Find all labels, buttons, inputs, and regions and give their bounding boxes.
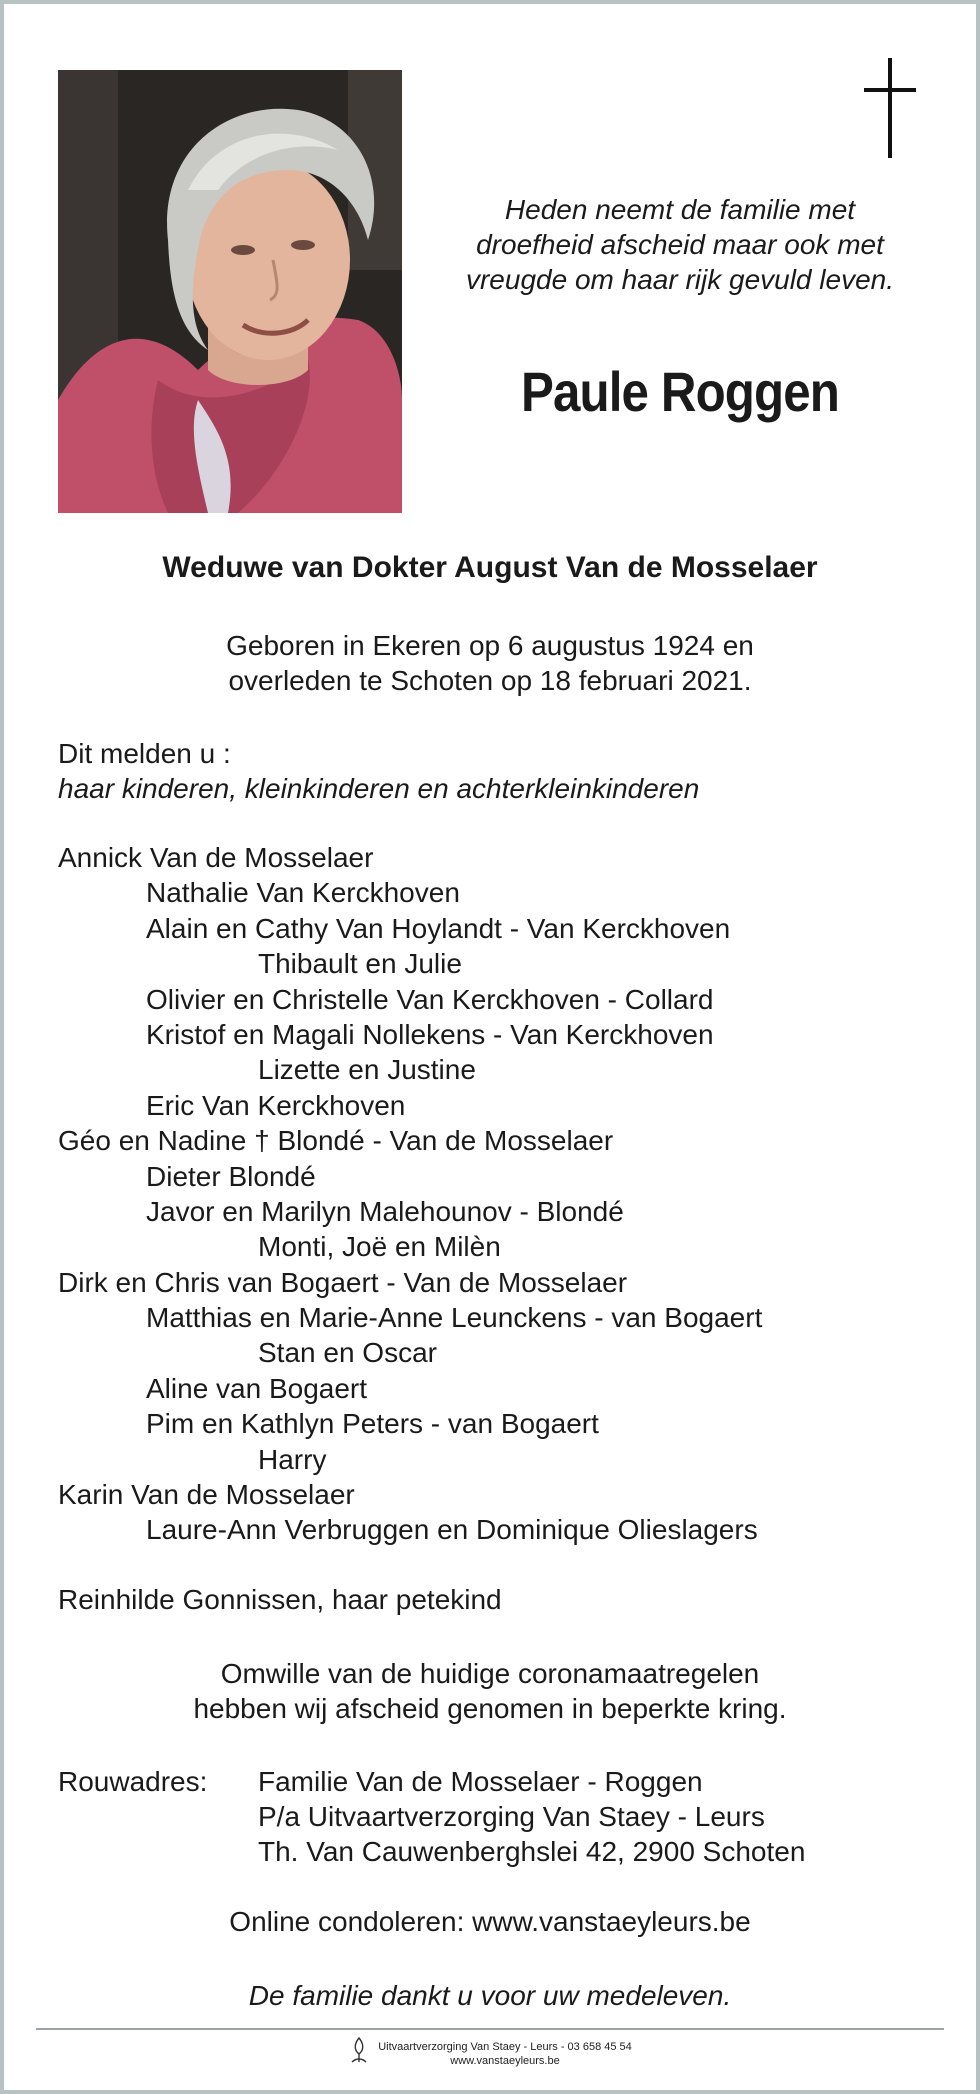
announcement <box>58 736 699 806</box>
family-member: Javor en Marilyn Malehounov - Blondé <box>146 1195 624 1227</box>
family-member: Matthias en Marie-Anne Leunckens - van Bogaert <box>146 1302 763 1334</box>
corona-notice <box>0 1656 980 1726</box>
family-member: Pim en Kathlyn Peters - van Bogaert <box>146 1408 599 1440</box>
address-line: Familie Van de Mosselaer - Roggen <box>258 1766 703 1797</box>
family-member: Géo en Nadine † Blondé - Van de Mosselaer <box>58 1125 614 1157</box>
widow-of-line: Weduwe van Dokter August Van de Mosselaer <box>162 551 818 584</box>
footer-website: www.vanstaeyleurs.be <box>450 2054 560 2067</box>
announce-relatives: haar kinderen, kleinkinderen en achterkleinkinderen <box>58 773 700 804</box>
family-member: Aline van Bogaert <box>146 1372 368 1404</box>
thanks-line: De familie dankt u voor uw medeleven. <box>248 1980 732 2011</box>
intro-line: Heden neemt de familie met <box>504 194 856 225</box>
cross-horizontal-bar <box>864 88 916 92</box>
intro-text <box>420 192 940 297</box>
family-member: Eric Van Kerckhoven <box>146 1089 406 1121</box>
cross-icon <box>860 58 920 158</box>
deceased-name: Paule Roggen <box>520 360 840 423</box>
footer-divider <box>36 2028 944 2030</box>
family-member: Monti, Joë en Milèn <box>258 1231 501 1263</box>
portrait-photo <box>58 70 402 513</box>
family-member: Alain en Cathy Van Hoylandt - Van Kerckhoven <box>146 912 731 944</box>
family-member: Kristof en Magali Nollekens - Van Kerckhoven <box>146 1018 714 1050</box>
footer-company-line: Uitvaartverzorging Van Staey - Leurs - 03 658 45 54 <box>378 2040 632 2053</box>
family-member: Olivier en Christelle Van Kerckhoven - Collard <box>146 983 714 1015</box>
family-member: Dieter Blondé <box>146 1160 316 1192</box>
footer <box>0 2036 980 2071</box>
announce-line: Dit melden u : <box>58 738 231 769</box>
family-member: Nathalie Van Kerckhoven <box>146 877 460 909</box>
family-member: Stan en Oscar <box>258 1337 437 1369</box>
address-label: Rouwadres: <box>58 1766 208 1797</box>
intro-line: vreugde om haar rijk gevuld leven. <box>465 264 894 295</box>
cross-vertical-bar <box>888 58 892 158</box>
corona-line: Omwille van de huidige coronamaatregelen <box>220 1658 760 1689</box>
family-member: Thibault en Julie <box>258 948 462 980</box>
intro-line: droefheid afscheid maar ook met <box>476 229 884 260</box>
family-member: Karin Van de Mosselaer <box>58 1479 355 1511</box>
address-lines <box>258 1764 805 1869</box>
birth-line: Geboren in Ekeren op 6 augustus 1924 en <box>226 630 754 661</box>
funeral-logo-icon <box>348 2036 370 2071</box>
family-member: Laure-Ann Verbruggen en Dominique Olieslagers <box>146 1514 758 1546</box>
family-member: Lizette en Justine <box>258 1054 476 1086</box>
family-member: Harry <box>258 1443 327 1475</box>
godchild-line: Reinhilde Gonnissen, haar petekind <box>58 1584 502 1615</box>
family-member: Dirk en Chris van Bogaert - Van de Mosselaer <box>58 1266 628 1298</box>
death-line: overleden te Schoten op 18 februari 2021. <box>228 665 752 696</box>
family-member: Annick Van de Mosselaer <box>58 842 374 873</box>
birth-death-text <box>0 628 980 698</box>
corona-line: hebben wij afscheid genomen in beperkte kring. <box>193 1693 787 1724</box>
address-line: P/a Uitvaartverzorging Van Staey - Leurs <box>258 1801 765 1832</box>
online-condolence: Online condoleren: www.vanstaeyleurs.be <box>229 1906 751 1937</box>
address-line: Th. Van Cauwenberghslei 42, 2900 Schoten <box>258 1836 806 1867</box>
family-list <box>58 840 762 1548</box>
